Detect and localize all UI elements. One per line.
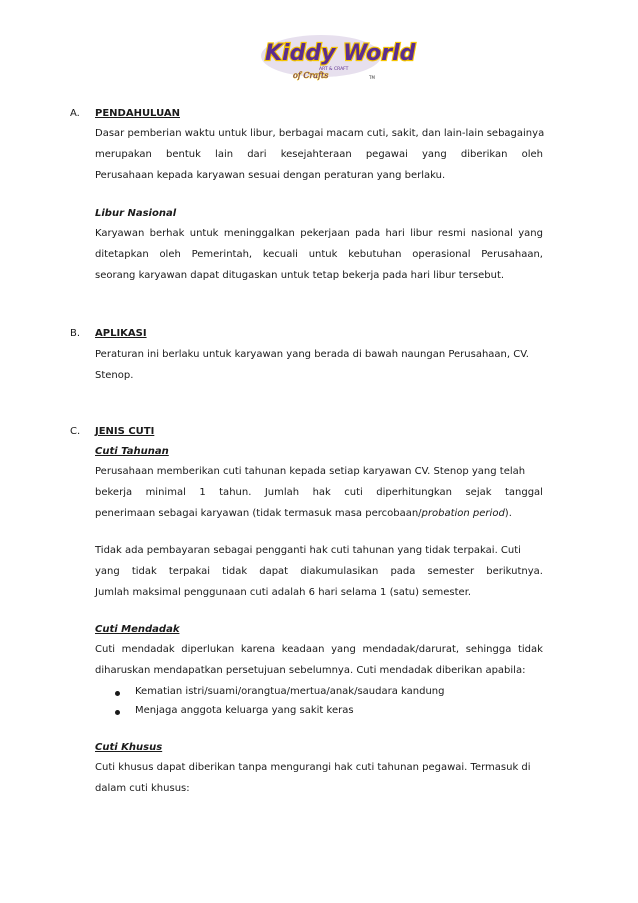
word: lain — [215, 149, 234, 160]
word: oleh — [159, 249, 181, 260]
word: semester — [427, 566, 475, 577]
word: hak — [312, 487, 331, 498]
word: untuk — [308, 249, 338, 260]
paragraph-line: diharuskan mendapatkan persetujuan sebelumnya. Cuti mendadak diberikan apabila: — [95, 665, 526, 676]
section-letter: B. — [70, 328, 81, 339]
word: bekerja — [95, 487, 133, 498]
word: untuk — [189, 228, 219, 239]
word: hari — [385, 228, 405, 239]
paragraph-line: Cuti khusus dapat diberikan tanpa mengurangi hak cuti tahunan pegawai. Termasuk di — [95, 762, 531, 773]
paragraph-line: Jumlah maksimal penggunaan cuti adalah 6 hari selama 1 (satu) semester. — [95, 587, 472, 598]
word: pekerjaan — [300, 228, 350, 239]
word: ditetapkan — [95, 249, 149, 260]
paragraph-line-justified — [95, 487, 543, 498]
subsection-title: Cuti Tahunan — [95, 446, 169, 457]
word: yang — [518, 228, 543, 239]
paragraph-line: seorang karyawan dapat ditugaskan untuk tetap bekerja pada hari libur tersebut. — [95, 270, 505, 281]
word: diakumulasikan — [300, 566, 379, 577]
word: dari — [247, 149, 267, 160]
section-letter: C. — [70, 426, 81, 437]
word: operasional — [412, 249, 471, 260]
word: oleh — [521, 149, 543, 160]
word: tahun. — [219, 487, 252, 498]
bullet-icon — [115, 691, 120, 696]
word: terpakai — [168, 566, 211, 577]
word: cuti — [344, 487, 363, 498]
word: Pemerintah, — [191, 249, 253, 260]
word: diperlukan — [181, 644, 235, 655]
section-letter: A. — [70, 108, 80, 119]
word: meninggalkan — [223, 228, 295, 239]
word: diperhitungkan — [376, 487, 452, 498]
paragraph-line-justified — [95, 149, 543, 160]
word: Cuti — [95, 644, 116, 655]
word: berhak — [149, 228, 185, 239]
word: kebutuhan — [348, 249, 402, 260]
list-item: Menjaga anggota keluarga yang sakit keras — [135, 705, 354, 716]
logo-script-text: of Crafts — [293, 71, 329, 80]
word: yang — [95, 566, 120, 577]
paragraph-line-justified — [95, 644, 543, 655]
word: tidak — [517, 644, 543, 655]
logo-tm: TM — [369, 75, 375, 80]
list-item: Kematian istri/suami/orangtua/mertua/anak/saudara kandung — [135, 686, 445, 697]
subsection-title: Libur Nasional — [95, 208, 177, 219]
word: pada — [390, 566, 416, 577]
word: nasional — [471, 228, 513, 239]
paragraph-line: Tidak ada pembayaran sebagai pengganti hak cuti tahunan yang tidak terpakai. Cuti — [95, 545, 521, 556]
word: kecuali — [262, 249, 298, 260]
paragraph-line: Dasar pemberian waktu untuk libur, berbagai macam cuti, sakit, dan lain-lain sebagainya — [95, 128, 545, 139]
word: yang — [422, 149, 447, 160]
word: diberikan — [460, 149, 508, 160]
word: keadaan — [281, 644, 325, 655]
subsection-title: Cuti Mendadak — [95, 624, 180, 635]
word: libur — [410, 228, 433, 239]
word: merupakan — [95, 149, 152, 160]
word: pada — [355, 228, 381, 239]
word: 1 — [199, 487, 206, 498]
kiddy-world-logo-graphic — [257, 30, 416, 86]
word: tidak — [131, 566, 157, 577]
word: resmi — [437, 228, 466, 239]
paragraph-line: dalam cuti khusus: — [95, 783, 190, 794]
paragraph-line — [95, 508, 543, 519]
paragraph-line-justified — [95, 228, 543, 239]
word: yang — [331, 644, 356, 655]
word: karena — [240, 644, 276, 655]
word: bentuk — [166, 149, 201, 160]
logo-main-text: Kiddy World — [265, 41, 416, 66]
paragraph-line: Stenop. — [95, 370, 134, 381]
word: mendadak/darurat, — [362, 644, 460, 655]
word: Karyawan — [95, 228, 145, 239]
word: kesejahteraan — [280, 149, 352, 160]
text-segment: ). — [504, 508, 512, 519]
paragraph-line: Perusahaan kepada karyawan sesuai dengan peraturan yang berlaku. — [95, 170, 446, 181]
word: sejak — [465, 487, 492, 498]
bullet-icon — [115, 710, 120, 715]
word: Perusahaan, — [481, 249, 543, 260]
paragraph-line: Perusahaan memberikan cuti tahunan kepada setiap karyawan CV. Stenop yang telah — [95, 466, 526, 477]
section-title: JENIS CUTI — [95, 426, 155, 437]
word: dapat — [259, 566, 289, 577]
word: minimal — [145, 487, 186, 498]
paragraph-line-justified — [95, 249, 543, 260]
section-title: PENDAHULUAN — [95, 108, 180, 119]
word: tidak — [222, 566, 248, 577]
text-segment: penerimaan sebagai karyawan (tidak termasuk masa percobaan/ — [95, 508, 422, 519]
section-title: APLIKASI — [95, 328, 147, 339]
paragraph-line-justified — [95, 566, 543, 577]
subsection-title: Cuti Khusus — [95, 742, 163, 753]
text-segment-italic: probation period — [421, 508, 505, 519]
word: tanggal — [504, 487, 543, 498]
word: Jumlah — [264, 487, 300, 498]
company-logo — [257, 30, 416, 86]
word: mendadak — [121, 644, 175, 655]
word: pegawai — [365, 149, 408, 160]
logo-small-text: ART & CRAFT — [319, 67, 349, 72]
word: berikutnya. — [486, 566, 543, 577]
paragraph-line: Peraturan ini berlaku untuk karyawan yang berada di bawah naungan Perusahaan, CV. — [95, 349, 529, 360]
word: sehingga — [465, 644, 512, 655]
